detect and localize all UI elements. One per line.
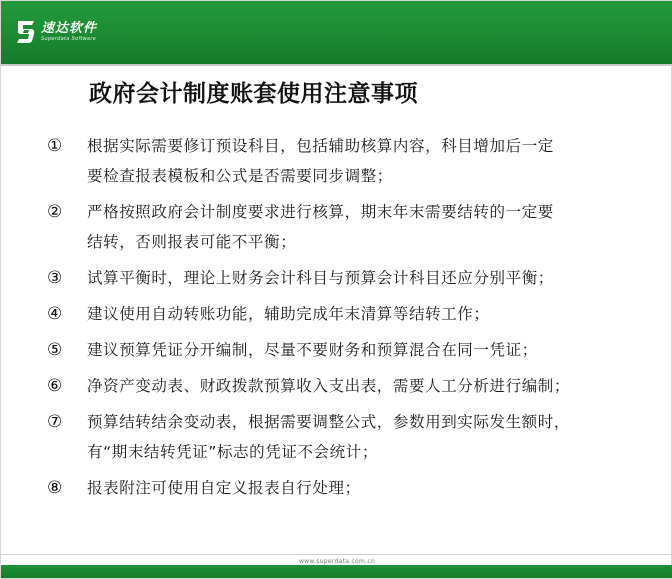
header-bar <box>1 1 672 64</box>
list-item <box>47 473 647 503</box>
item-number: ④ <box>47 304 63 324</box>
footer-divider <box>1 554 672 555</box>
item-number: ① <box>47 136 63 156</box>
page-title: 政府会计制度账套使用注意事项 <box>89 80 418 107</box>
list-item <box>47 299 647 329</box>
item-number: ⑥ <box>47 376 63 396</box>
list-item <box>47 263 647 293</box>
item-number: ⑧ <box>47 478 63 498</box>
list-item <box>47 371 647 401</box>
item-text: 报表附注可使用自定义报表自行处理； <box>87 479 361 497</box>
item-text: 净资产变动表、财政拨款预算收入支出表，需要人工分析进行编制； <box>87 377 571 395</box>
item-text: 建议使用自动转账功能，辅助完成年末清算等结转工作； <box>87 305 490 323</box>
item-text: 试算平衡时，理论上财务会计科目与预算会计科目还应分别平衡； <box>87 269 554 287</box>
list-item <box>47 131 647 191</box>
footer-bar <box>1 565 672 578</box>
item-text: 结转，否则报表可能不平衡； <box>87 233 297 251</box>
logo-mark-icon <box>15 19 37 45</box>
item-text: 预算结转结余变动表，根据需要调整公式，参数用到实际发生额时， <box>87 413 571 431</box>
header-divider <box>1 64 672 66</box>
item-text: 要检查报表模板和公式是否需要同步调整； <box>87 167 393 185</box>
item-text: 建议预算凭证分开编制，尽量不要财务和预算混合在同一凭证； <box>87 341 538 359</box>
footer-url: www.superdata.com.cn <box>298 558 376 565</box>
item-number: ② <box>47 202 63 222</box>
logo-subtitle: Superdata Software <box>41 36 97 42</box>
item-number: ③ <box>47 268 63 288</box>
item-text: 有“期末结转凭证”标志的凭证不会统计； <box>87 443 378 461</box>
notes-list <box>47 131 647 509</box>
item-text: 根据实际需要修订预设科目，包括辅助核算内容，科目增加后一定 <box>87 137 554 155</box>
list-item <box>47 335 647 365</box>
logo-name: 速达软件 <box>41 21 98 36</box>
item-text: 严格按照政府会计制度要求进行核算，期末年末需要结转的一定要 <box>87 203 554 221</box>
item-number: ⑦ <box>47 412 63 432</box>
company-logo <box>15 19 97 45</box>
list-item <box>47 197 647 257</box>
list-item <box>47 407 647 467</box>
item-number: ⑤ <box>47 340 63 360</box>
